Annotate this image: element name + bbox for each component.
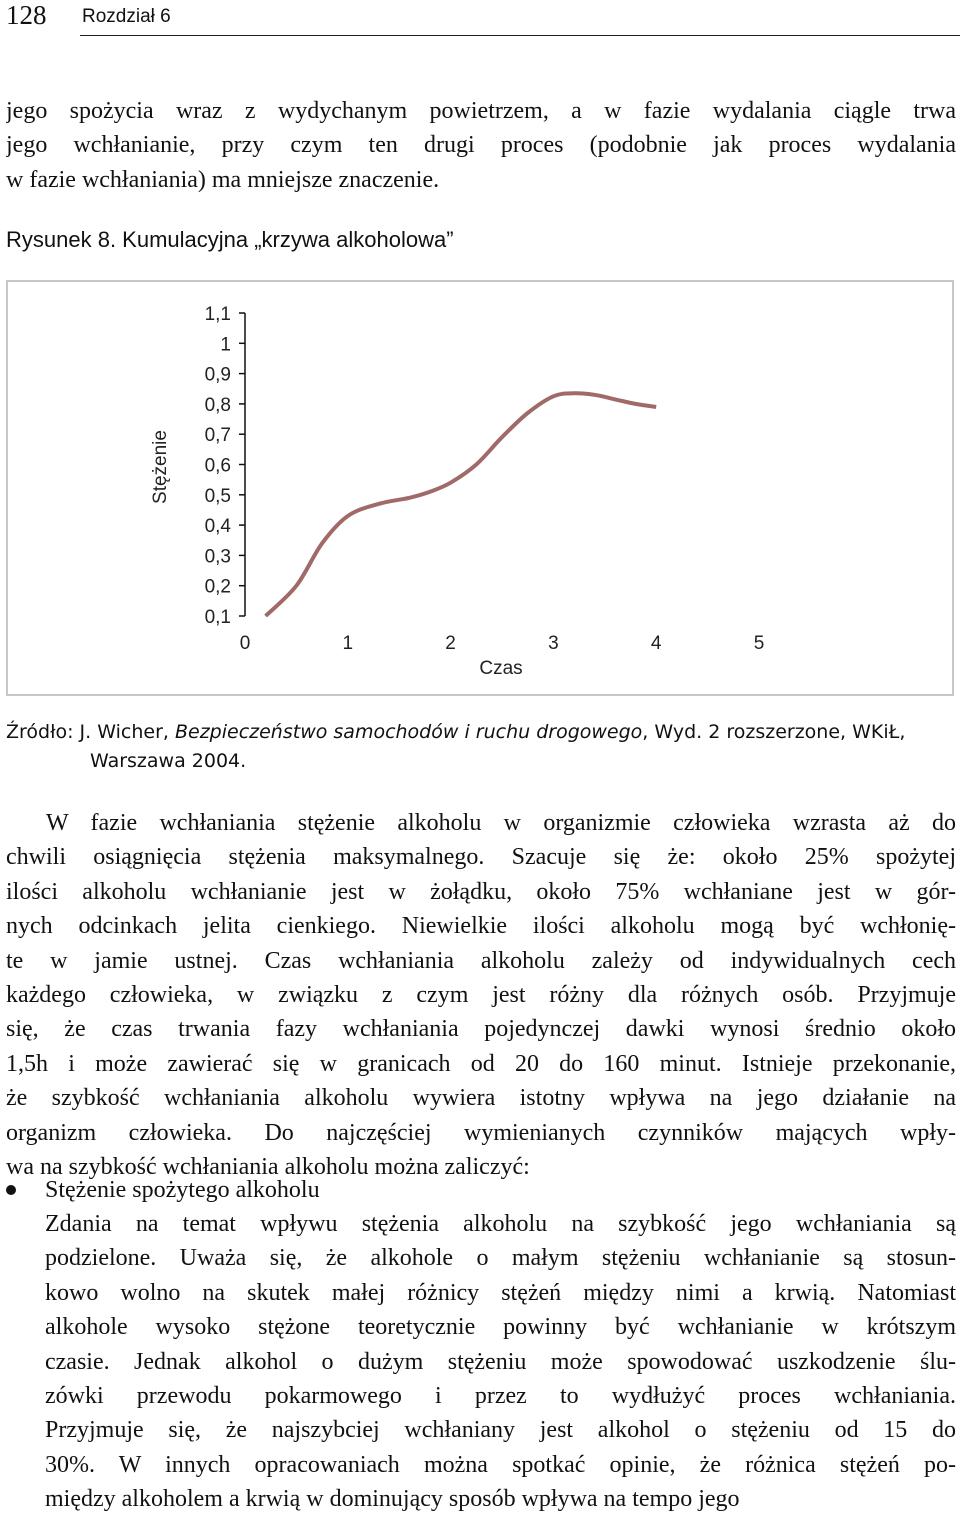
bullet-dot-icon [6,1185,16,1195]
plot-area [266,393,657,616]
running-head: Rozdział 6 [82,6,171,27]
text-line: Zdania na temat wpływu stężenia alkoholu na szybkość jego wchłaniania są [45,1211,956,1237]
text-line: każdego człowieka, w związku z czym jest różny dla różnych osób. Przyjmuje [6,981,956,1008]
body-paragraph [6,806,956,1184]
source-prefix: Źródło: J. Wicher, [6,721,175,743]
text-line: ilości alkoholu wchłanianie jest w żołądku, około 75% wchłaniane jest w gór- [6,878,956,905]
x-tick-label: 3 [548,633,559,654]
source-title: Bezpieczeństwo samochodów i ruchu drogowego [174,721,643,743]
text-line: jego wchłanianie, przy czym ten drugi proces (podobnie jak proces wydalania [6,132,956,159]
y-tick-label: 0,8 [204,394,231,416]
text-line: zówki przewodu pokarmowego i przez to wydłużyć proces wchłaniania. [45,1382,956,1409]
text-line: W fazie wchłaniania stężenie alkoholu w organizmie człowieka wzrasta aż do [46,810,956,836]
figure-source [6,718,956,776]
text-line: 30%. W innych opracowaniach można spotkać opinie, że różnica stężeń po- [45,1451,956,1478]
axes [205,304,765,654]
y-tick-label: 0,9 [204,364,231,386]
y-tick-label: 0,2 [204,576,231,598]
x-tick-label: 4 [650,633,662,654]
x-tick-label: 0 [239,633,251,654]
chart-frame [6,280,954,696]
text-line: Przyjmuje się, że najszybciej wchłaniany jest alkohol o stężeniu od 15 do [45,1417,956,1444]
text-line: w fazie wchłaniania) ma mniejsze znaczenie. [6,166,440,193]
text-line: podzielone. Uważa się, że alkohole o małym stężeniu wchłanianie są stosun- [45,1245,956,1272]
text-line: 1,5h i może zawierać się w granicach od 20 do 160 minut. Istnieje przekonanie, [6,1050,956,1077]
text-line: wa na szybkość wchłaniania alkoholu można zaliczyć: [6,1153,530,1180]
y-tick-label: 0,4 [204,516,231,538]
text-line: jego spożycia wraz z wydychanym powietrzem, a w fazie wydalania ciągle trwa [6,98,956,124]
x-tick-label: 5 [753,633,765,654]
y-tick-label: 0,7 [204,425,231,447]
bullet-paragraph [45,1207,956,1517]
source-line-2: Warszawa 2004. [90,750,247,772]
y-axis-label: Stężenie [150,430,171,504]
text-line: nych odcinkach jelita cienkiego. Niewielkie ilości alkoholu mogą być wchłonię- [6,913,956,940]
page-number: 128 [6,0,47,30]
text-line: między alkoholem a krwią w dominujący sposób wpływa na tempo jego [45,1486,740,1513]
text-line: organizm człowieka. Do najczęściej wymienianych czynników mających wpły- [6,1119,956,1146]
figure-caption: Rysunek 8. Kumulacyjna „krzywa alkoholowa” [6,227,454,252]
text-line: czasie. Jednak alkohol o dużym stężeniu może spowodować uszkodzenie ślu- [45,1348,956,1375]
y-tick-label: 1 [220,334,231,356]
text-line: chwili osiągnięcia stężenia maksymalnego. Szacuje się że: około 25% spożytej [6,844,956,871]
text-line: że szybkość wchłaniania alkoholu wywiera istotny wpływa na jego działanie na [6,1085,956,1112]
series-line [266,393,657,616]
text-line: alkohole wysoko stężone teoretycznie powinny być wchłanianie w krótszym [45,1314,956,1341]
y-tick-label: 0,3 [204,546,231,568]
y-tick-label: 1,1 [204,304,231,325]
y-tick-label: 0,1 [204,607,231,628]
page-header [0,0,960,38]
text-line: kowo wolno na skutek małej różnicy stężeń między nimi a krwią. Natomiast [45,1279,956,1306]
y-tick-label: 0,5 [204,485,231,507]
line-chart [8,282,952,694]
header-rule [80,35,960,36]
x-axis-label: Czas [479,658,523,679]
x-tick-label: 1 [342,633,354,654]
text-line: te w jamie ustnej. Czas wchłaniania alkoholu zależy od indywidualnych cech [6,947,956,974]
text-line: się, że czas trwania fazy wchłaniania pojedynczej dawki wynosi średnio około [6,1016,956,1043]
intro-paragraph [6,94,956,197]
source-suffix: , Wyd. 2 rozszerzone, WKiŁ, [642,721,906,743]
bullet-label: Stężenie spożytego alkoholu [45,1177,320,1203]
y-tick-label: 0,6 [204,455,231,477]
x-tick-label: 2 [445,633,456,654]
